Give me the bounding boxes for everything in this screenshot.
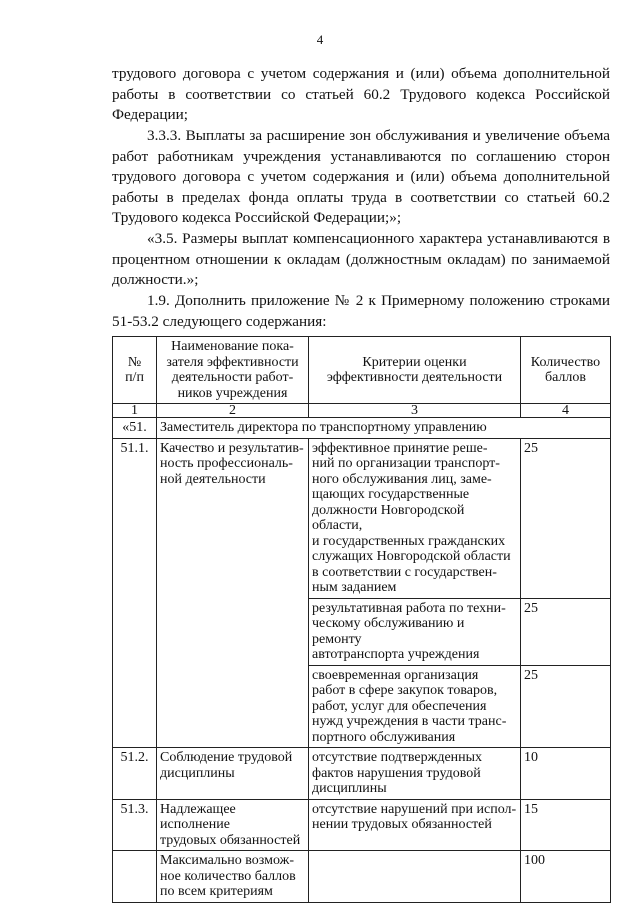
points-cell: 25 (521, 665, 611, 748)
total-points: 100 (521, 851, 611, 903)
total-number-empty (113, 851, 157, 903)
total-row (113, 851, 611, 903)
points-cell: 15 (521, 799, 611, 851)
section-number: «51. (113, 418, 157, 439)
header-points: Количество баллов (521, 337, 611, 404)
header-number: № п/п (113, 337, 157, 404)
criterion-procurement: своевременная организация работ в сфере закупок товаров, работ, услуг для обеспечения нужд учреждения в части транс- портного обслуживания (309, 665, 521, 748)
indicator-discipline: Соблюдение трудовой дисциплины (157, 748, 309, 800)
points-cell: 25 (521, 598, 611, 665)
criteria-table (112, 336, 611, 903)
criterion-duties: отсутствие нарушений при испол- нении трудовых обязанностей (309, 799, 521, 851)
col-number-2: 2 (157, 404, 309, 418)
col-number-4: 4 (521, 404, 611, 418)
section-title: Заместитель директора по транспортному управлению (157, 418, 611, 439)
points-cell: 25 (521, 438, 611, 598)
column-number-row (113, 404, 611, 418)
paragraph-1-9: 1.9. Дополнить приложение № 2 к Примерному положению строками 51-53.2 следующего содержания: (112, 292, 610, 330)
criterion-discipline: отсутствие подтвержденных фактов нарушения трудовой дисциплины (309, 748, 521, 800)
points-cell: 10 (521, 748, 611, 800)
indicator-duties: Надлежащее исполнение трудовых обязанностей (157, 799, 309, 851)
page-number: 4 (316, 32, 324, 47)
table-row (113, 438, 611, 598)
header-indicator-name: Наименование пока- зателя эффективности деятельности работ- ников учреждения (157, 337, 309, 404)
paragraph-3-3-3: 3.3.3. Выплаты за расширение зон обслуживания и увеличение объема работ работникам учреждения устанавливаются по соглашению сторон трудового договора с учетом содержания и (или) объема дополнительной работы в пределах фонда оплаты труда в соответствии со статьей 60.2 Трудового кодекса Российской Федерации;»; (112, 127, 610, 226)
paragraph-3-5: «3.5. Размеры выплат компенсационного характера устанавливаются в процентном отношении к окладам (должностным окладам) по занимаемой должности.»; (112, 230, 610, 288)
header-criteria: Критерии оценки эффективности деятельности (309, 337, 521, 404)
paragraph-continuation: трудового договора с учетом содержания и (или) объема дополнительной работы в соответствии со статьей 60.2 Трудового кодекса Российской Федерации; (112, 65, 610, 123)
table-row (113, 799, 611, 851)
col-number-3: 3 (309, 404, 521, 418)
row-number-51-2: 51.2. (113, 748, 157, 800)
indicator-quality: Качество и результатив- ность профессиональ- ной деятельности (157, 438, 309, 748)
col-number-1: 1 (113, 404, 157, 418)
row-number-51-3: 51.3. (113, 799, 157, 851)
total-criteria-empty (309, 851, 521, 903)
row-number-51-1: 51.1. (113, 438, 157, 748)
total-label: Максимально возмож- ное количество баллов по всем критериям (157, 851, 309, 903)
table-row (113, 748, 611, 800)
criterion-transport-decisions: эффективное принятие реше- ний по организации транспорт- ного обслуживания лиц, заме- щающих государственные должности Новгородской области, и государственных гражданских служащих Новгородской области в соответствии с государствен- ным заданием (309, 438, 521, 598)
table-header-row (113, 337, 611, 404)
section-row (113, 418, 611, 439)
criterion-maintenance: результативная работа по техни- ческому обслуживанию и ремонту автотранспорта учреждения (309, 598, 521, 665)
